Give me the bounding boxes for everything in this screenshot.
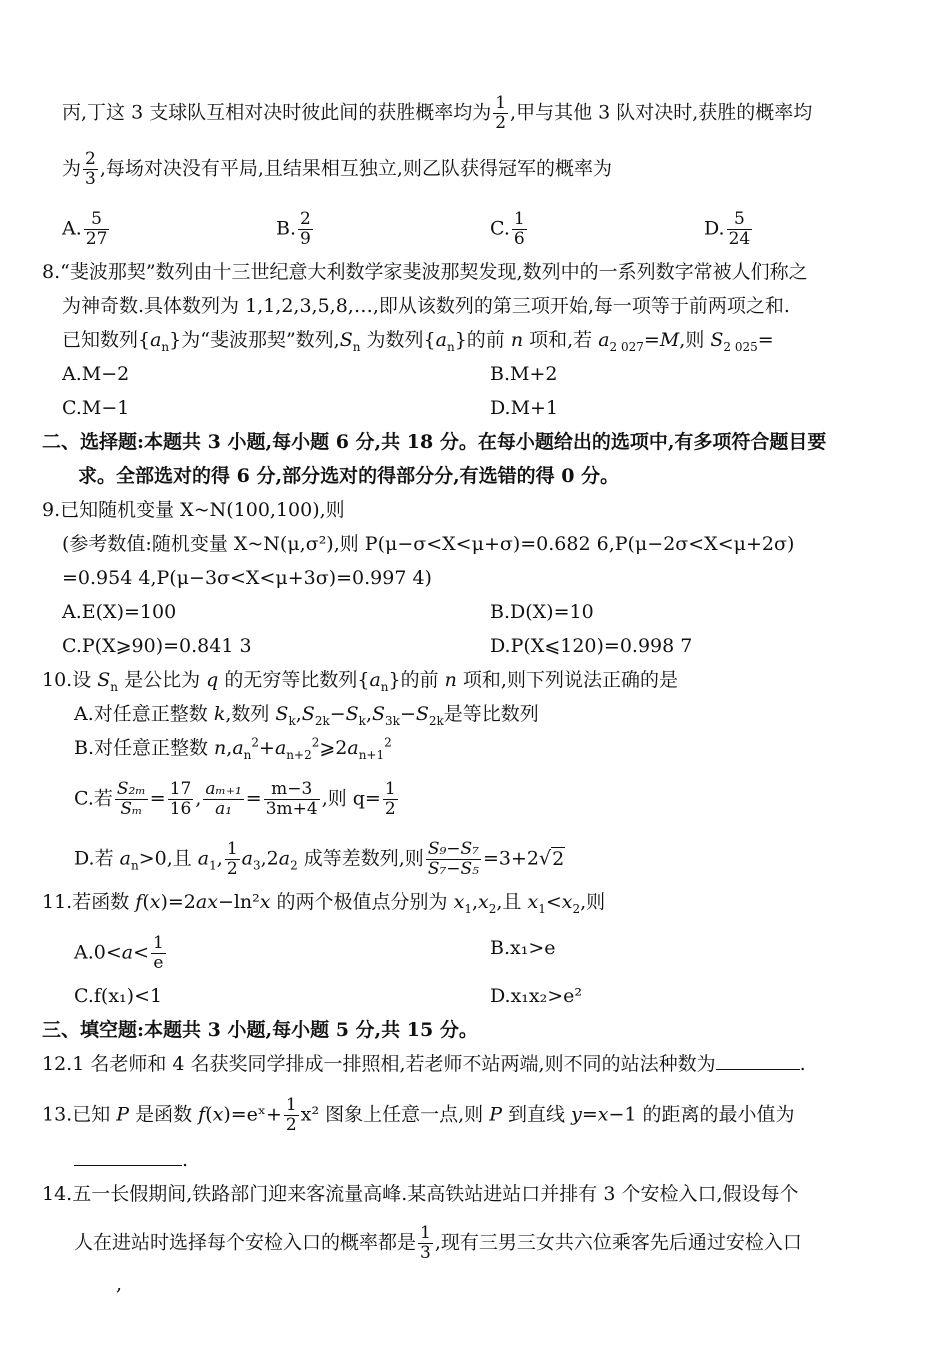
text: >0,且 [138, 847, 198, 870]
q10-c-fraction-3 [203, 780, 243, 819]
frac-den: 24 [728, 229, 751, 249]
q7-line2 [62, 150, 612, 189]
option-label: C. [490, 217, 510, 240]
option-label: B. [276, 217, 297, 240]
frac-num: 1 [384, 779, 396, 799]
q10-option-b: B.对任意正整数 $n,a_n^2+a_{n+2}^2⩾2a_{n+1}^2$ [74, 735, 392, 762]
q8-line1: 8.“斐波那契”数列由十三世纪意大利数学家斐波那契发现,数列中的一系列数字常被人们称之 [42, 261, 808, 283]
q7-option-a-fraction [84, 210, 110, 249]
section-3-heading: 三、填空题:本题共 3 小题,每小题 5 分,共 15 分。 [42, 1019, 478, 1041]
text: B.对任意正整数 [74, 737, 215, 759]
text: 已知数列{ [62, 329, 151, 351]
q14-line2 [74, 1224, 802, 1263]
text: = [245, 787, 262, 810]
q9-option-a: A.E(X)=100 [62, 601, 177, 623]
text: 项和,则下列说法正确的是 [456, 669, 678, 691]
frac-num: 1 [495, 93, 507, 113]
q10-option-c [74, 780, 400, 819]
q7-option-d [704, 210, 754, 249]
q11-a-fraction [151, 934, 166, 973]
q8-option-a: A.M−2 [62, 363, 130, 385]
q14-line1: 14.五一长假期间,铁路部门迎来客流量高峰.某高铁站进站口并排有 3 个安检入口,假设每个 [42, 1183, 799, 1205]
text: }的前 [388, 669, 445, 691]
text: −1 的距离的最小值为 [608, 1103, 795, 1126]
frac-num: 2 [300, 209, 311, 229]
frac-den: 2 [226, 859, 238, 879]
q7-option-a [62, 210, 111, 249]
text: 12.1 名老师和 4 名获奖同学排成一排照相,若老师不站两端,则不同的站法种数为 [42, 1053, 716, 1075]
subscript: 2 025 [723, 339, 758, 354]
text: ,则 [580, 891, 606, 913]
text: 的两个极值点分别为 [270, 891, 454, 913]
frac-den: 9 [300, 229, 311, 249]
frac-den: 16 [169, 799, 192, 819]
text: 到直线 [501, 1103, 572, 1126]
q12-line1 [42, 1050, 806, 1078]
frac-num: 1 [153, 933, 164, 953]
text: ,2 [260, 847, 279, 870]
text: =eˣ+ [230, 1103, 282, 1126]
q10-option-a: A.对任意正整数 k,数列 $S_k,S_{2k}-S_k,S_{3k}-S_{2k}$是等比数列 [74, 703, 539, 728]
frac-den: 2 [384, 799, 396, 819]
sqrt-radicand: 2 [552, 847, 565, 870]
text: . [799, 1053, 806, 1075]
text: 为数列{ [360, 329, 436, 351]
frac-den: 3 [420, 1243, 431, 1263]
text: , [226, 737, 233, 759]
text: 10.设 [42, 669, 98, 691]
frac-num: 1 [420, 1223, 431, 1243]
text: =3+2 [482, 847, 540, 870]
q10-c-fraction-4 [264, 780, 320, 819]
option-label: A. [62, 217, 82, 240]
q7-option-b-fraction [298, 210, 313, 249]
text: 是公比为 [118, 669, 207, 691]
text: < [133, 941, 150, 964]
section-2-heading-line2: 求。全部选对的得 6 分,部分选对的得部分分,有选错的得 0 分。 [78, 465, 620, 487]
frac-num: 2 [85, 149, 96, 169]
q14-line3: , [116, 1273, 123, 1295]
q8-line3: 已知数列$\{a_n\}$为“斐波那契”数列$,S_n$ 为数列$\{a_n\}$的前 n 项和,若 $a_{2 027}=M$,则 $S_{2 025}=$ [62, 329, 774, 354]
text: ,且 [496, 891, 528, 913]
text: }为“斐波那契”数列, [169, 329, 340, 351]
frac-num: 1 [285, 1095, 297, 1115]
q10-d-fraction-2 [426, 840, 481, 879]
text: = [149, 787, 166, 810]
q14-fraction [418, 1224, 433, 1263]
q7-option-c-fraction [512, 210, 527, 249]
text: }的前 [454, 329, 511, 351]
frac-num: S₉−S₇ [427, 839, 479, 859]
text: 人在进站时选择每个安检入口的概率都是 [74, 1231, 417, 1254]
q10-option-d: D.若 $a_n>0$,且 $a_1$, $\frac{1}{2}$ $a_3,2a_2$ 成等差数列,则 $\frac{\text{S₉−S₇}}{\text{S₇−S₅}}$ =3+2√2 [74, 839, 565, 879]
q8-option-c: C.M−1 [62, 397, 130, 419]
q11-option-b: B.x₁>e [490, 937, 556, 959]
text: A.0< [74, 941, 122, 964]
text: , [216, 847, 223, 870]
q8-line2: 为神奇数.具体数列为 1,1,2,3,5,8,…,即从该数列的第三项开始,每一项等于前两项之和. [62, 295, 790, 317]
q9-line3: =0.954 4,P(μ−3σ<X<μ+3σ)=0.997 4) [62, 567, 432, 589]
q10-c-fraction-2 [168, 780, 194, 819]
text: x² 图象上任意一点,则 [300, 1103, 490, 1126]
text: = [643, 329, 660, 351]
q8-option-b: B.M+2 [490, 363, 558, 385]
q7-line1 [62, 94, 812, 133]
q7-line1-fraction [493, 94, 508, 133]
answer-blank[interactable] [716, 1051, 800, 1070]
text: ,则 q= [321, 787, 381, 810]
text: 11.若函数 [42, 891, 136, 913]
text: 项和,若 [523, 329, 599, 351]
text: 是函数 [129, 1103, 199, 1126]
q13-fraction [284, 1096, 299, 1135]
q7-line1-text-a: 丙,丁这 3 支球队互相对决时彼此间的获胜概率均为 [62, 101, 492, 124]
frac-den: e [151, 953, 166, 973]
q10-line1: 10.设 $S_n$ 是公比为 q 的无穷等比数列$\{a_n\}$的前 n 项和,则下列说法正确的是 [42, 669, 678, 694]
text: =2 [167, 891, 196, 913]
q8-option-d: D.M+1 [490, 397, 559, 419]
q10-c-fraction-5 [383, 780, 398, 819]
q9-option-d: D.P(X⩽120)=0.998 7 [490, 635, 693, 657]
text: ,数列 [225, 703, 276, 725]
q7-line2-text-a: 为 [62, 157, 82, 180]
section-2-heading-line1: 二、选择题:本题共 3 小题,每小题 6 分,共 18 分。在每小题给出的选项中,有多项符合题目要 [42, 431, 827, 453]
q7-option-b [276, 210, 315, 249]
text: 的无穷等比数列{ [218, 669, 370, 691]
frac-num: aₘ₊₁ [205, 779, 242, 799]
frac-den: 2 [495, 113, 507, 133]
frac-num: 17 [169, 779, 192, 799]
q11-option-c: C.f(x₁)<1 [74, 985, 163, 1007]
frac-den: 3 [85, 169, 96, 189]
frac-den: Sₘ [115, 799, 148, 819]
text: , [195, 787, 202, 810]
q13-line1: 13.已知 P 是函数 f(x)=eˣ+ $\frac{1}{2}$ x² 图象上任意一点,则 P 到直线 y=x−1 的距离的最小值为 [42, 1095, 795, 1135]
frac-num: 1 [513, 209, 525, 229]
q7-line1-text-b: ,甲与其他 3 队对决时,获胜的概率均 [510, 101, 813, 124]
q10-d-fraction-1 [225, 840, 240, 879]
text: ,现有三男三女共六位乘客先后通过安检入口 [434, 1231, 802, 1254]
text: = [581, 1103, 598, 1126]
frac-den: 2 [285, 1115, 297, 1135]
text: = [757, 329, 774, 351]
text: . [182, 1149, 189, 1171]
subscript: 2 027 [609, 339, 644, 354]
frac-num: m−3 [271, 779, 313, 799]
q10-c-fraction-1 [115, 780, 148, 819]
frac-den: 27 [85, 229, 108, 249]
frac-num: 5 [91, 209, 102, 229]
q13-line2 [74, 1146, 188, 1174]
q9-line2: (参考数值:随机变量 X~N(μ,σ²),则 P(μ−σ<X<μ+σ)=0.682 6,P(μ−2σ<X<μ+2σ) [62, 533, 795, 555]
q7-line2-fraction [83, 150, 98, 189]
q7-option-c [490, 210, 529, 249]
option-label: D. [704, 217, 725, 240]
q9-option-c: C.P(X⩾90)=0.841 3 [62, 635, 252, 657]
text: −ln² [217, 891, 260, 913]
frac-num: S₂ₘ [116, 779, 146, 799]
q11-option-d: D.x₁x₂>e² [490, 985, 583, 1007]
text: D.若 [74, 847, 120, 870]
frac-den: 6 [513, 229, 525, 249]
q9-line1: 9.已知随机变量 X~N(100,100),则 [42, 499, 345, 521]
text: 是等比数列 [443, 703, 539, 725]
frac-den: 3m+4 [265, 799, 318, 819]
q9-option-b: B.D(X)=10 [490, 601, 594, 623]
frac-den: S₇−S₅ [427, 859, 479, 879]
text: ,则 [679, 329, 711, 351]
answer-blank[interactable] [74, 1147, 182, 1166]
q7-option-d-fraction [727, 210, 753, 249]
frac-den: a₁ [203, 799, 243, 819]
text: C.若 [74, 787, 113, 810]
text: 成等差数列,则 [297, 847, 424, 870]
frac-num: 1 [226, 839, 238, 859]
q11-option-a: A.0<a< $\frac{1}{e}$ [74, 933, 164, 973]
frac-num: 5 [734, 209, 745, 229]
q11-line1: 11.若函数 f(x)=2ax−ln²x 的两个极值点分别为 $x_1,x_2$,且 $x_1<x_2$,则 [42, 891, 606, 916]
q7-line2-text-b: ,每场对决没有平局,且结果相互独立,则乙队获得冠军的概率为 [99, 157, 612, 180]
text: A.对任意正整数 [74, 703, 214, 725]
text: 13.已知 [42, 1103, 117, 1126]
